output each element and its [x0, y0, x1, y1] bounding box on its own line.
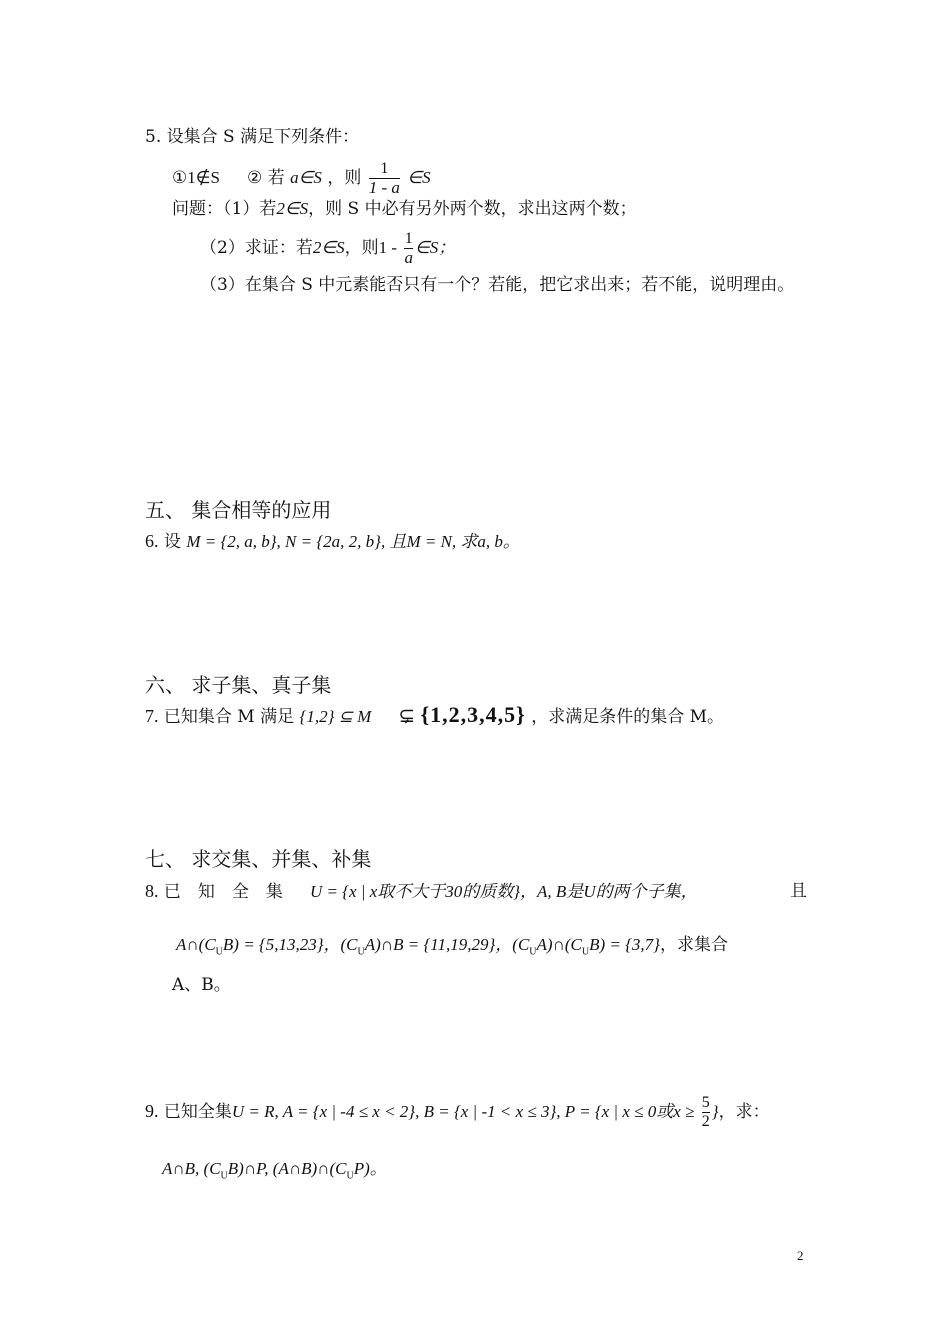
q5-sub1-pre: 问题：（1）若: [172, 199, 277, 219]
q8-line2-tail: ，求集合: [659, 935, 728, 955]
q8-line2-sub4: U: [581, 946, 590, 958]
q5-cond2-then: ，则: [327, 168, 362, 188]
q9-math-close: }: [711, 1102, 719, 1121]
q7-tail: ，求满足条件的集合 M。: [531, 707, 725, 727]
q7-num: 7.: [145, 706, 159, 726]
q9-line2-b: B)∩P, (A∩B)∩(C: [227, 1159, 347, 1178]
q5-frac1-den: 1 - a: [368, 178, 400, 197]
q5-sub1-tail: ，则 S 中必有另外两个数，求出这两个数；: [308, 199, 637, 219]
q9-line2-c: P)。: [353, 1159, 387, 1178]
q8-math: U = {x | x取不大于30的质数}，A, B是U的两个子集，: [309, 882, 698, 901]
q5-conditions: [172, 160, 431, 197]
q9-frac-den: 2: [701, 1113, 710, 1130]
q5-sub1: [172, 198, 637, 220]
q8-line2-sub2: U: [357, 946, 365, 958]
q8-line2-e: B) = {3,7}: [589, 935, 660, 954]
q5-frac1: [369, 160, 400, 197]
q9-math: U = R, A = {x | -4 ≤ x < 2}, B = {x | -1 < x ≤ 3}, P = {x | x ≤ 0或x ≥: [231, 1102, 695, 1121]
q9-line2: [162, 1158, 387, 1187]
q5-cond2-pre: ② 若: [247, 168, 285, 188]
q8-line1: [145, 880, 698, 903]
q5-cond2-a: a∈S: [290, 168, 322, 187]
q5-frac2-den: a: [404, 248, 413, 267]
q7-set: {1,2,3,4,5}: [420, 702, 526, 727]
q6-num: 6.: [145, 531, 159, 551]
q9-line2-a: A∩B, (C: [162, 1159, 221, 1178]
q9-line2-sub2: U: [346, 1170, 354, 1182]
q8-line2-a: A∩(C: [176, 935, 216, 954]
q9-pre: 已知全集: [163, 1102, 232, 1122]
q9-tail: ，求：: [718, 1102, 770, 1122]
q5-sub1-math: 2∈S: [276, 199, 309, 218]
q8-line2-sub1: U: [215, 946, 223, 958]
q5-sub3: （3）在集合 S 中元素能否只有一个？若能，把它求出来；若不能，说明理由。: [200, 275, 795, 295]
q9-line1: [145, 1094, 770, 1131]
q5-frac2: [404, 230, 413, 267]
q9-frac: [702, 1094, 710, 1131]
q8-pre: 已 知 全 集: [163, 882, 283, 902]
q6-math: M = {2, a, b}, N = {2a, 2, b}, 且M = N, 求a, b。: [186, 532, 520, 551]
section-6-title: 六、 求子集、真子集: [145, 673, 332, 697]
q8-line2-c: A)∩B = {11,19,29}，(C: [364, 935, 530, 954]
section-7-title: 七、 求交集、并集、补集: [145, 847, 372, 871]
q5-cond2-tail: ∈S: [407, 168, 431, 187]
q8-line2-d: A)∩(C: [536, 935, 582, 954]
q8-line2: [176, 934, 728, 963]
q7-rel: ⊊: [398, 705, 416, 727]
q5-frac1-num: 1: [380, 160, 389, 177]
q5-sub2-math: 2∈S: [312, 238, 345, 257]
q8-line3: A、B。: [172, 975, 231, 995]
q8-tail: 且: [790, 881, 807, 901]
q8-line2-b: B) = {5,13,23}，(C: [222, 935, 358, 954]
q6: [145, 530, 520, 553]
q5-stem: 5. 设集合 S 满足下列条件：: [145, 127, 360, 147]
q5-sub2-then: ，则1 -: [344, 238, 398, 257]
q8-line2-sub3: U: [529, 946, 537, 958]
q6-pre: 设: [163, 532, 181, 552]
q5-sub2-tail: ∈S；: [414, 238, 456, 257]
q9-frac-num: 5: [701, 1094, 710, 1111]
q5-frac2-num: 1: [404, 230, 413, 247]
q7-pre: 已知集合 M 满足: [163, 707, 295, 727]
q9-line2-sub1: U: [220, 1170, 228, 1182]
section-5-title: 五、 集合相等的应用: [145, 498, 332, 522]
q7: [145, 704, 724, 728]
q7-math: {1,2} ⊆ M: [299, 707, 372, 726]
page-number: 2: [797, 1248, 804, 1263]
q8-num: 8.: [145, 881, 159, 901]
q5-cond1: ①1∉S: [172, 168, 221, 187]
q9-num: 9.: [145, 1101, 159, 1121]
q5-sub2-pre: （2）求证：若: [200, 238, 313, 258]
q5-sub2: [200, 230, 455, 267]
